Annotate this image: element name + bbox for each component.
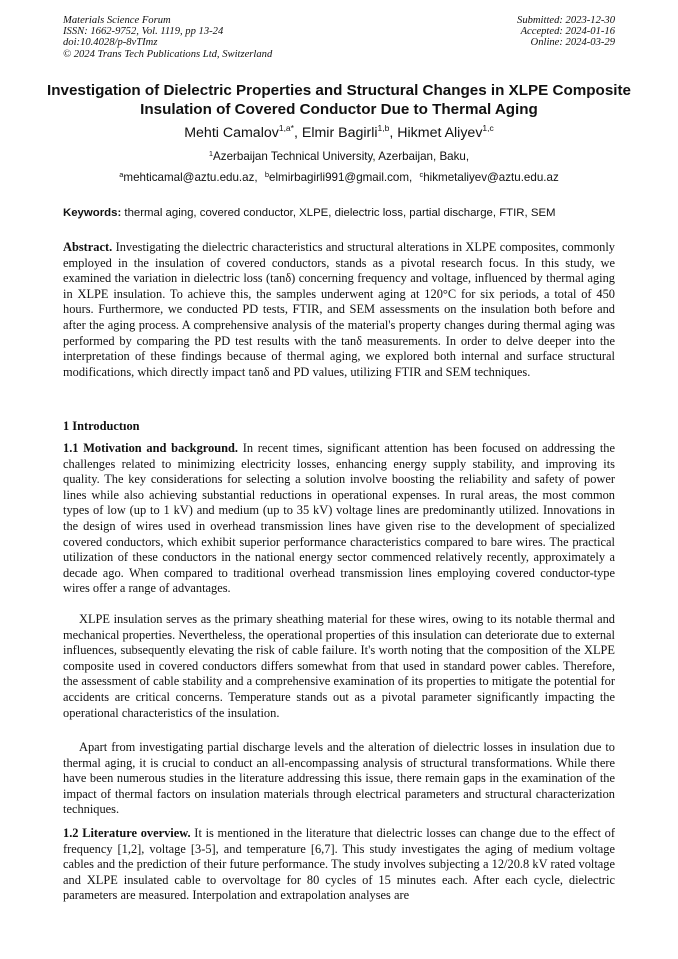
author-name: Hikmet Aliyev [397, 125, 483, 141]
author-sup: 1,a* [278, 123, 294, 133]
keywords-line [63, 206, 615, 220]
email-list [40, 171, 638, 185]
xlpe-paragraph: XLPE insulation serves as the primary sheathing material for these wires, owing to its notable thermal and mechanical properties. Nevertheless, the operational properties of this insulation can deteriorate due to external influences, subsequently elevating the risk of cable failure. It's worth noting that the composition of the XLPE composite used in covered conductors differs somewhat from that used in standard power cables. Therefore, the assessment of cable stability and a comprehensive examination of its properties to mitigate the potential for accidents are critical concerns. Temperature stands out as a pivotal parameter significantly impacting the operational characteristics of the insulation. [63, 612, 615, 720]
author-sup: 1,c [482, 123, 494, 133]
affiliation-sup: 1 [208, 149, 214, 158]
email-sup: a [119, 170, 124, 179]
journal-header-left [63, 15, 272, 60]
journal-name: Materials Science Forum [63, 15, 171, 26]
issn-line: ISSN: 1662-9752, Vol. 1119, pp 13-24 [63, 26, 224, 38]
email-item[interactable] [265, 171, 412, 184]
keywords-text: thermal aging, covered conductor, XLPE, dielectric loss, partial discharge, FTIR, SEM [121, 207, 556, 219]
author-sup: 1,b [377, 123, 390, 133]
affiliation [40, 150, 638, 164]
author-list [40, 124, 638, 142]
literature-text: It is mentioned in the literature that dielectric losses can change due to the effect of frequency [1,2], voltage [3-5], and temperature [6,7]. This study investigates the aging of medium voltage cables and the prediction of their future performance. The study involves subjecting a 12/20.8 kV rated voltage and XLPE insulated cable to overvoltage for 80 cycles of 15 minutes each. After each cycle, dielectric parameters are measured. Interpolation and extrapolation analyses are [63, 826, 615, 903]
author-name: Elmir Bagirli [301, 125, 378, 141]
structural-paragraph: Apart from investigating partial discharge levels and the alteration of dielectric losses in insulation due to thermal aging, it is crucial to conduct an all-encompassing analysis of structural transformations. While there have been numerous studies in the literature addressing this issue, there remain gaps in the examination of the impact of thermal factors on insulation materials through electrical parameters and structural characterization techniques. [63, 740, 615, 817]
online-date: Online: 2024-03-29 [530, 37, 615, 49]
email-text: elmirbagirli991@gmail.com, [269, 171, 413, 184]
journal-header-right [517, 15, 615, 49]
author-separator: , [293, 125, 302, 141]
literature-label: 1.2 Literature overview. [63, 826, 191, 840]
email-text: mehticamal@aztu.edu.az, [123, 171, 258, 184]
motivation-text: In recent times, significant attention has been focused on addressing the challenges related to minimizing electricity losses, enhancing energy supply stability, and improving its quality. The key considerations for selecting a solution involve boosting the reliability and safety of power lines while also achieving substantial reductions in operational expenses. In rural areas, the most common types of low (up to 1 kV) and medium (up to 35 kV) voltage lines are predominantly utilized. Innovations in the design of wires used in overhead transmission lines have given rise to the development of specialized covered conductors, which exhibit superior performance characteristics compared to bare wires. The practical utilization of these conductors in the national energy sector commenced relatively recently, approximately a decade ago. When compared to traditional overhead transmission lines employing covered conductor-type wires offer a range of advantages. [63, 441, 615, 596]
motivation-label: 1.1 Motivation and background. [63, 441, 239, 455]
keywords-label: Keywords: [63, 207, 122, 219]
abstract-label: Abstract. [63, 240, 113, 254]
doi-line[interactable]: doi:10.4028/p-8vTImz [63, 37, 158, 49]
abstract-paragraph [63, 240, 615, 380]
section-heading-introduction: 1 Introductıon [63, 419, 140, 433]
literature-paragraph [63, 826, 615, 904]
copyright-line: © 2024 Trans Tech Publications Ltd, Switzerland [63, 48, 273, 60]
email-text: hikmetaliyev@aztu.edu.az [423, 171, 559, 184]
accepted-date: Accepted: 2024-01-16 [520, 26, 615, 38]
motivation-paragraph [63, 441, 615, 597]
email-sup: b [264, 170, 270, 179]
author-name: Mehti Camalov [184, 125, 279, 141]
affiliation-text: Azerbaijan Technical University, Azerbaijan, Baku, [213, 150, 470, 163]
submitted-date: Submitted: 2023-12-30 [517, 15, 615, 26]
author-separator: , [389, 125, 398, 141]
abstract-text: Investigating the dielectric characteristics and structural alterations in XLPE composites, commonly employed in the insulation of covered conductors, stands as a pivotal research focus. In this study, we examined the variation in dielectric loss (tanδ) concerning frequency and voltage, influenced by thermal aging in XLPE insulation. To achieve this, the samples underwent aging at 120°C for six periods, a total of 450 hours. Furthermore, we conducted PD tests, FTIR, and SEM assessments on the insulation both before and after the aging process. A comprehensive analysis of the material's property changes during thermal aging was performed by comparing the PD test results with the tanδ measurements. In order to delve deeper into the interpretation of these findings because of thermal aging, we explored both internal and surface structural modifications, which directly impact tanδ and PD values, utilizing FTIR and SEM techniques. [63, 240, 615, 379]
email-item[interactable] [419, 171, 558, 184]
email-sup: c [419, 170, 424, 179]
email-item[interactable] [119, 171, 257, 184]
paper-title: Investigation of Dielectric Properties and Structural Changes in XLPE Composite Insulation of Covered Conductor Due to Thermal Aging [47, 82, 631, 118]
